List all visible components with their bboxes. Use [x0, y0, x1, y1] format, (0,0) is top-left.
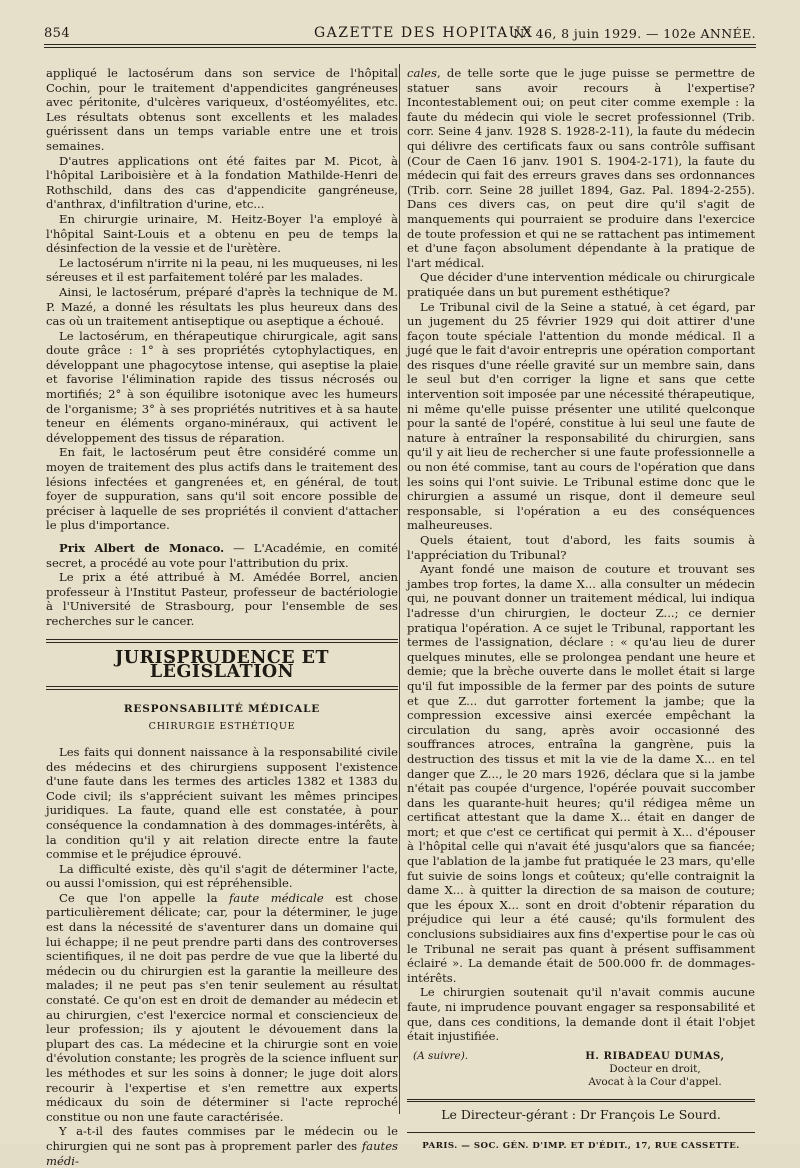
- text-span: Y a-t-il des fautes commises par le médecin ou le chirurgien qui ne sont pas à proprement parler des: [46, 1124, 398, 1153]
- paragraph: [407, 66, 755, 270]
- author-block: [555, 1050, 755, 1089]
- signature-block: [407, 1050, 755, 1089]
- footer-rule-thin: [407, 1132, 755, 1133]
- to-be-continued: (A suivre).: [413, 1049, 469, 1062]
- paragraph: Quels étaient, tout d'abord, les faits soumis à l'appréciation du Tribunal?: [407, 533, 755, 562]
- header-rule: [44, 44, 756, 45]
- imprint-line: PARIS. — SOC. GÉN. D'IMP. ET D'ÉDIT., 17, RUE CASSETTE.: [422, 1141, 740, 1152]
- paragraph: [46, 891, 398, 1125]
- section-heading-box: [46, 639, 398, 690]
- prix-title: Prix Albert de Monaco.: [59, 541, 225, 555]
- paragraph: Le chirurgien soutenait qu'il n'avait commis aucune faute, ni imprudence pouvant engager sa responsabilité et que, dans ces conditions, la demande dont il était l'objet était injustifiée.: [407, 985, 755, 1044]
- paragraph: Le prix a été attribué à M. Amédée Borrel, ancien professeur à l'Institut Pasteur, professeur de bactériologie à l'Université de Strasbourg, pour l'ensemble de ses recherches sur le cancer.: [46, 570, 398, 628]
- paragraph: D'autres applications ont été faites par M. Picot, à l'hôpital Lariboisière et à la fondation Mathilde-Henri de Rothschild, dans des cas d'appendicite gangréneuse, d'anthrax, d'infiltration d'urine, etc...: [46, 153, 398, 212]
- journal-title: GAZETTE DES HOPITAUX: [314, 25, 534, 41]
- header-rule-second: [44, 47, 756, 48]
- emphasis: cales: [407, 66, 437, 80]
- paragraph: appliqué le lactosérum dans son service de l'hôpital Cochin, pour le traitement d'appendicites gangréneuses avec péritonite, d'ulcères variqueux, d'ostéomyélites, etc. Les résultats obtenus sont excellents et les malades guérissent dans un temps variable entre une et trois semaines.: [46, 66, 398, 153]
- footer-rule: [407, 1099, 755, 1102]
- paragraph: Le lactosérum n'irrite ni la peau, ni les muqueuses, ni les séreuses et il est parfaitement toléré par les malades.: [46, 255, 398, 285]
- paragraph: La difficulté existe, dès qu'il s'agit de déterminer l'acte, ou aussi l'omission, qui est répréhensible.: [46, 861, 398, 891]
- prix-paragraph: [46, 541, 398, 570]
- paragraph: En chirurgie urinaire, M. Heitz-Boyer l'a employé à l'hôpital Saint-Louis et a obtenu en peu de temps la désinfection de la vessie et de l'urètère.: [46, 211, 398, 256]
- director-line: Le Directeur-gérant : Dr François Le Sourd.: [441, 1106, 721, 1122]
- author-title: Avocat à la Cour d'appel.: [588, 1075, 722, 1088]
- paragraph: Ainsi, le lactosérum, préparé d'après la technique de M. P. Mazé, a donné les résultats les plus heureux dans des cas où un traitement antiseptique ou aseptique a échoué.: [46, 284, 398, 329]
- page-number: 854: [44, 26, 71, 41]
- paragraph: En fait, le lactosérum peut être considéré comme un moyen de traitement des plus actifs dans le traitement des lésions infectées et gangrenées et, en général, de tout foyer de suppuration, sans qu'il soit encore possible de préciser à laquelle de ses propriétés il convient d'attacher le plus d'importance.: [46, 445, 398, 533]
- right-column: [407, 66, 755, 1154]
- text-span: , de telle sorte que le juge puisse se permettre de statuer sans avoir recours à l'expertise? Incontestablement oui; on peut citer comme exemple : la faute du médecin qui viole le secret professionnel (Trib. corr. Seine 4 janv. 1928 S. 1928-2-11), la faute du médecin qui délivre des certificats faux ou sans contrôle suffisant (Cour de Caen 16 janv. 1901 S. 1904-2-171), la faute du médecin qui fait des erreurs graves dans ses ordonnances (Trib. corr. Seine 28 juillet 1894, Gaz. Pal. 1894-2-255). Dans ces divers cas, on peut dire qu'il s'agit de manquements qui pourraient se produire dans l'exercice de toute profession et qui ne se rattachent pas intimement et d'une façon absolument dépendante à la pratique de l'art médical.: [407, 66, 755, 270]
- paragraph: Le lactosérum, en thérapeutique chirurgicale, agit sans doute grâce : 1° à ses propriétés cytophylactiques, en développant une phagocytose intense, qui aseptise la plaie et favorise l'élimination rapide des tissus nécrosés ou mortifiés; 2° à son équilibre isotonique avec les humeurs de l'organisme; 3° à ses propriétés nutritives et à sa haute teneur en éléments organo-minéraux, qui activent le développement des tissus de réparation.: [46, 328, 398, 445]
- prix-text: — L'Académie, en comité secret, a procédé au vote pour l'attribution du prix.: [46, 541, 398, 570]
- article-subheading: CHIRURGIE ESTHÉTIQUE: [148, 721, 296, 733]
- left-column: [46, 66, 398, 1168]
- text-span: est chose particulièrement délicate; car, pour la déterminer, le juge est dans la nécessité de s'aventurer dans un domaine qui lui échappe; il ne peut prendre parti dans des controverses scientifiques, il ne doit pas perdre de vue que la liberté du médecin ou du chirurgien est la garantie la meilleure des malades; il ne peut pas s'en tenir seulement au résultat constaté. Ce qu'on est en droit de demander au médecin et au chirurgien, c'est l'exercice normal et consciencieux de leur profession; ils y ajoutent le dévouement dans la plupart des cas. La médecine et la chirurgie sont en voie d'évolution constante; les progrès de la science influent sur les méthodes et sur les soins à donner; le juge doit alors recourir à l'expertise et s'en remettre aux experts médicaux du soin de déterminer si l'acte reproché constitue ou non une faute caractérisée.: [46, 890, 398, 1124]
- text-span: Ce que l'on appelle la: [59, 890, 230, 905]
- paragraph: [46, 1124, 398, 1168]
- paragraph: Ayant fondé une maison de couture et trouvant ses jambes trop fortes, la dame X... alla consulter un médecin qui, ne pouvant donner un traitement médical, lui indiqua l'adresse d'un chirurgien, le docteur Z...; ce dernier pratiqua l'opération. A ce sujet le Tribunal, rapportant les termes de l'assignation, déclare : « qu'au lieu de durer quelques minutes, elle se prolongea pendant une heure et demie; que la brèche ouverte dans le mollet était si large qu'il fut impossible de la fermer par des points de suture et que Z... dut garrotter fortement la jambe; que la compression excessive ainsi exercée empêchant la circulation du sang, après avoir occasionné des souffrances atroces, entraîna la gangrène, puis la destruction des tissus et mit la vie de la dame X... en tel danger que Z..., le 20 mars 1926, déclara que si la jambe n'était pas coupée d'urgence, l'opérée pouvait succomber dans les quarante-huit heures; qu'il rédigea même un certificat attestant que la dame X... était en danger de mort; et que c'est ce certificat qui permit à X... d'épouser à l'hôpital celle qui n'avait été jusqu'alors que sa fiancée; que l'ablation de la jambe fut pratiquée le 23 mars, qu'elle fut suivie de soins longs et coûteux; qu'elle contraignit la dame X... à quitter la direction de sa maison de couture; que les époux X... sont en droit d'obtenir réparation du préjudice qui leur a été causé; qu'ils formulent des conclusions subsidiaires aux fins d'expertise pour le cas où le Tribunal ne serait pas quant à présent suffisamment éclairé ». La demande était de 500.000 fr. de dommages-intérêts.: [407, 562, 755, 985]
- paragraph: Les faits qui donnent naissance à la responsabilité civile des médecins et des chirurgiens supposent l'existence d'une faute dans les termes des articles 1382 et 1383 du Code civil; ils s'apprécient suivant les mêmes principes juridiques. La faute, quand elle est constatée, à pour conséquence la condamnation à des dommages-intérêts, à la condition qu'il y ait relation directe entre la faute commise et le préjudice éprouvé.: [46, 744, 398, 862]
- author-title: Docteur en droit,: [609, 1062, 701, 1075]
- author-name: H. RIBADEAU DUMAS,: [585, 1050, 725, 1062]
- article-heading: RESPONSABILITÉ MÉDICALE: [123, 702, 321, 715]
- paragraph: Le Tribunal civil de la Seine a statué, à cet égard, par un jugement du 25 février 1929 qui doit attirer d'une façon toute spéciale l'attention du monde médical. Il a jugé que le fait d'avoir entrepris une opération comportant des risques d'une réelle gravité sur un membre sain, dans le seul but d'en corriger la ligne et sans que cette intervention soit imposée par une nécessité thérapeutique, ni même qu'elle puisse présenter une utilité quelconque pour la santé de l'opéré, constitue à lui seul une faute de nature à entraîner la responsabilité du chirurgien, sans qu'il y ait lieu de rechercher si une faute professionnelle a ou non été commise, tant au cours de l'opération que dans les soins qui l'ont suivie. Le Tribunal estime donc que le chirurgien a assumé un risque, dont il demeure seul responsable, si l'opération a eu des conséquences malheureuses.: [407, 299, 755, 533]
- emphasis: fautes médi-: [46, 1138, 398, 1168]
- paragraph: Que décider d'une intervention médicale ou chirurgicale pratiquée dans un but purement esthétique?: [407, 270, 755, 299]
- column-separator: [399, 64, 400, 1114]
- issue-info: N° 46, 8 juin 1929. — 102e ANNÉE.: [513, 26, 756, 41]
- emphasis: faute médicale: [229, 890, 324, 905]
- section-title: JURISPRUDENCE ET LÉGISLATION: [46, 642, 398, 687]
